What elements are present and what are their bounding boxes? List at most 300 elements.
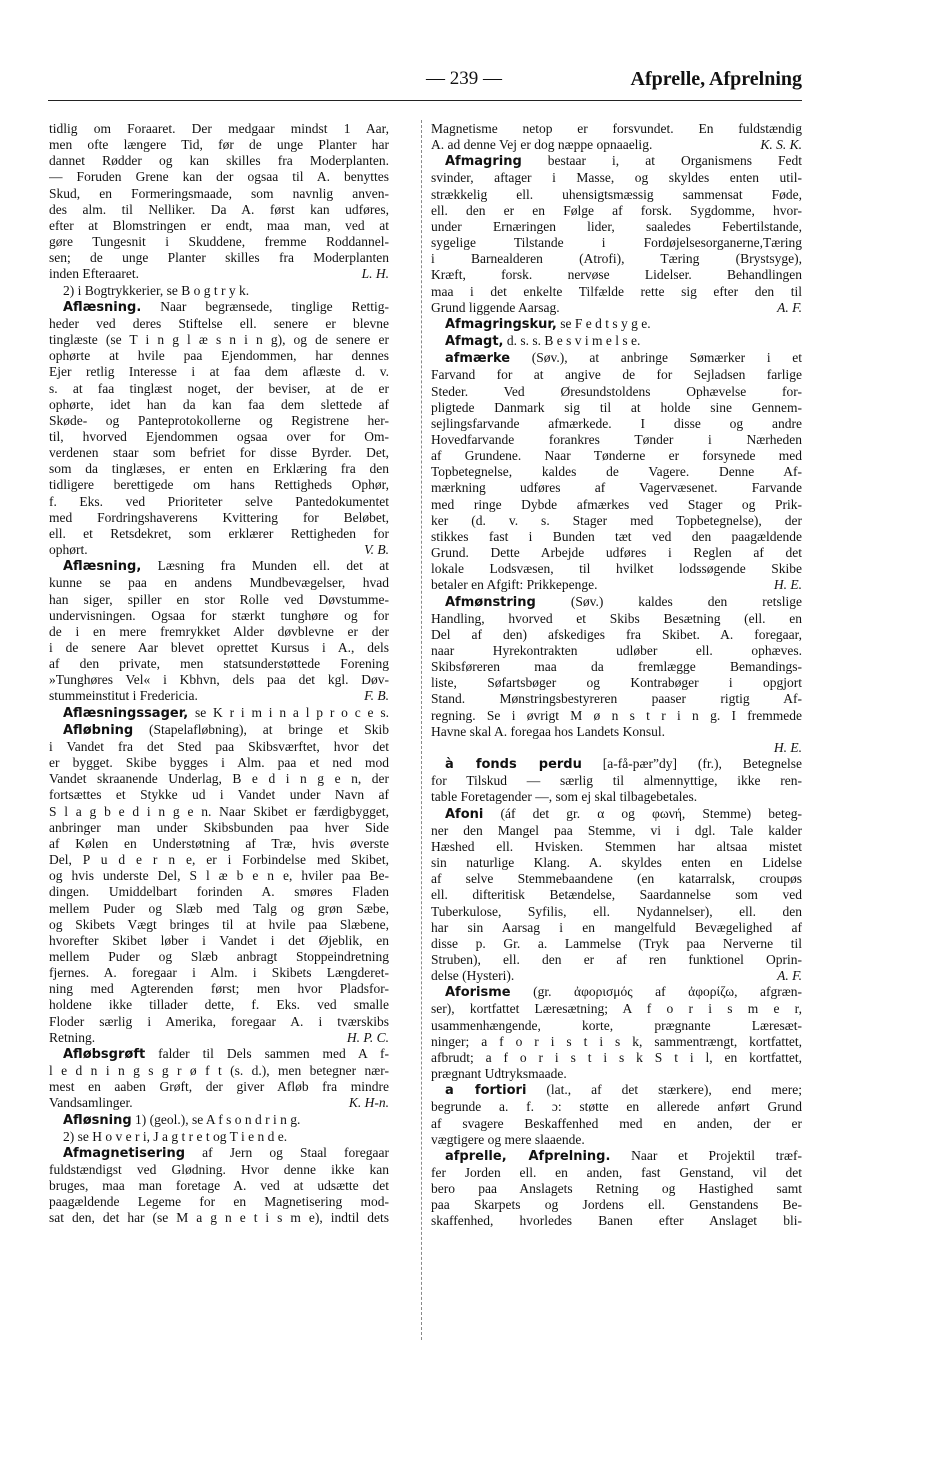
text-line [431,316,802,333]
line-text: i Vandet fra det Sted paa Skibsværftet, hvor det [49,738,389,754]
line-text: 2) se H o v e r i, J a g t r e t og T i e n d e. [63,1128,288,1144]
line-text: men ofte længere Tid, før de unge Planter har [49,137,389,153]
text-line [431,267,802,283]
line-text: Naar et Projektil træf- [610,1147,802,1163]
line-text: Ejer retlig Interesse i at faa dem aflæste d. v. [49,364,389,380]
line-text: dingen. Umiddelbart forinden A. smøres Fladen [49,884,389,900]
line-text: undervisningen. Ogsaa for stærkt tunghøre og for [49,607,389,623]
line-text: l e d n i n g s g r ø f t (s. d.), men betegner nær- [49,1063,389,1079]
text-line [49,202,389,218]
text-line [49,283,389,299]
text-line [49,949,389,965]
text-line [49,771,389,787]
line-text: ninger; a f o r i s t i s k, sammentrængt, kortfattet, [431,1033,802,1049]
header-rule [48,100,802,101]
line-text: se K r i m i n a l p r o c e s. [188,704,389,720]
author-signature: F. B. [364,688,389,704]
entry-headword: Afmagt, [445,334,504,350]
line-text: naar Hyrekontrakten udløber ell. ophæves. [431,643,802,658]
line-text: sat den, det har (se M a g n e t i s m e), indtil dets [49,1210,389,1226]
text-line [49,186,389,202]
text-line [431,839,802,855]
text-line [431,952,802,968]
text-line [49,608,389,624]
text-line [49,1063,389,1079]
text-line [431,1181,802,1197]
line-text: lokale Lodsvæsen, til hvilket lodssøgende Skibe [431,561,802,577]
line-text: bruges, maa man foretage A. ved at udsætte det [49,1178,389,1194]
line-text: han siger, spiller en stor Rolle ved Døvstumme- [49,591,389,607]
author-signature: H. E. [773,577,802,593]
text-line [49,316,389,332]
text-line [49,348,389,364]
line-text: — Foruden Grene kan der ogsaa til A. benyttes [49,169,389,185]
line-text: 1) (geol.), se A f s o n d r i n g. [131,1111,301,1127]
entry-headword: afprelle, Afprelning. [445,1148,611,1164]
line-text: (Stapelafløbning), at bringe et Skib [133,721,389,737]
line-text: delse (Hysteri). [431,968,515,984]
line-text: heder ved deres Stiftelse ell. senere er blevne [49,315,389,331]
line-text: af Kølen en Understøtning af Træ, hvis øverste [49,835,389,851]
text-line [49,153,389,169]
text-line [431,789,802,805]
text-line [49,381,389,397]
text-line [49,1095,389,1111]
line-text: Stand. Mønstringsbestyreren paaser rigtig Af- [431,691,802,707]
text-line [49,624,389,640]
text-line [431,137,802,153]
line-text: [a-få-pær”dy] (fr.), Betegnelse [581,756,802,772]
text-line [49,755,389,771]
text-line [49,965,389,981]
line-text: Steder. Ved Øresundstoldens Ophævelse for- [431,383,802,399]
author-signature: K. S. K. [760,137,802,153]
line-text: disse p. Gr. a. Lammelse (Tryk paa Nerverne til [431,935,802,951]
text-line [431,235,802,251]
text-line [49,137,389,153]
line-text: Vandet skraanende Underlag, B e d i n g e n, der [49,771,389,787]
line-text: ell. den er en Følge af forsk. Sygdomme, hvor- [431,202,802,218]
line-text: falder til Dels sammen med A f- [145,1045,389,1061]
line-text: gøre Tungesnit i Skuddene, fremme Roddannel- [49,234,389,250]
text-line [431,724,802,740]
line-text: ker (d. v. s. Stager med Topbetegnelse), der [431,512,802,528]
text-line [49,364,389,380]
line-text: Skud, en Formeringsmaade, som navnlig anven- [49,185,389,201]
line-text: og Skibets Vægt bringes til at hvile paa Slæbene, [49,916,389,932]
text-line [49,836,389,852]
line-text: skaffenhed, hvorledes Banen efter Anslaget bli- [431,1213,802,1229]
text-line [431,464,802,480]
text-line [49,332,389,348]
text-line [431,643,802,659]
line-text: (lat., af det stærkere), end mere; [526,1082,802,1098]
text-line [49,121,389,137]
text-line [49,688,389,704]
text-line [49,169,389,185]
text-line [431,529,802,545]
line-text: afbrudt; a f o r i s t i s k S t i l, en kortfattet, [431,1049,802,1065]
text-line [431,659,802,675]
line-text: (Søv.) kaldes den retslige [535,593,802,609]
text-line [431,627,802,643]
text-line [49,1030,389,1046]
text-line [431,203,802,219]
text-line [431,1034,802,1050]
line-text: Læsning fra Munden ell. det at [141,558,389,574]
text-line [431,806,802,823]
text-line [49,917,389,933]
text-line [49,218,389,234]
line-text: under Ernæringen lider, saaledes Febertilstande, [431,218,802,234]
text-line [431,855,802,871]
author-signature: H. E. [773,739,802,755]
text-line [431,611,802,627]
line-text: mellem Puder og Slæb med Talg og grøn Sæbe, [49,900,389,916]
line-text: tidlig om Foraaret. Der medgaar mindst 1 Aar, [49,121,389,136]
line-text: mellem Puder og Slæb anbragt Stoppeindretning [49,948,389,964]
text-line [431,675,802,691]
text-line [431,904,802,920]
text-line [49,901,389,917]
author-signature: H. P. C. [346,1029,389,1045]
line-text: (Søv.), at anbringe Sømærker i et [510,350,802,366]
line-text: efter at Blomstringen er endt, maa man, ved at [49,217,389,233]
text-line [49,1194,389,1210]
line-text: ell. difteritisk Betændelse, Saardannelse som ved [431,887,802,903]
entry-headword: Afoni [445,806,484,822]
line-text: f. Eks. ved Prioriteter selve Pantedokumentet [49,493,389,509]
text-line [431,1018,802,1034]
author-signature: A. F. [777,299,802,315]
line-text: Tuberkulose, Syfilis, ell. Nydannelser), ell. den [431,903,802,919]
text-line [49,1178,389,1194]
line-text: Havne skal A. foregaa hos Landets Konsul. [431,723,665,739]
line-text: Naar begrænsede, tinglige Rettig- [141,298,389,314]
text-line [431,561,802,577]
line-text: Retning. [49,1029,96,1045]
text-line [49,429,389,445]
text-line [431,1165,802,1181]
line-text: Del af den) afskediges fra Skibet. A. foregaar, [431,626,802,642]
line-text: i de senere Aar blevet oprettet Kursus i A., dels [49,640,389,655]
text-line [49,739,389,755]
line-text: paa Skarpets og Jordens ell. Genstandens Be- [431,1197,802,1213]
line-text: Kræft, forsk. nervøse Lidelser. Behandlingen [431,267,802,283]
text-line [49,705,389,722]
text-line [49,804,389,820]
text-line [431,594,802,611]
line-text: begrunde a. f. ɔ: støtte en allerede anført Grund [431,1099,802,1115]
entry-headword: Aflæsningssager, [63,705,189,721]
text-line [431,513,802,529]
text-line [49,1046,389,1063]
line-text: hvorefter Skibet løber i Vandet i det Øjeblik, en [49,932,389,948]
column-divider [421,120,423,1340]
entry-headword: Aflæsning. [63,299,142,315]
text-line [49,672,389,688]
text-line [431,170,802,186]
line-text: ell. et Retsdekret, som erklærer Rettigheden for [49,525,389,541]
line-text: ophørte at hvile paa Ejendommen, har dennes [49,348,389,364]
line-text: Grund. Dette Arbejde udføres i Reglen af det [431,545,802,561]
entry-headword: Afløbning [63,722,134,738]
line-text: fortsættes et Stykke ud i Vandet under Navn af [49,787,389,803]
text-line [49,933,389,949]
text-line [431,1066,802,1082]
text-line [49,445,389,461]
text-line [49,997,389,1013]
text-line [49,722,389,739]
text-line [431,1132,802,1148]
text-line [49,1210,389,1226]
text-line [431,284,802,300]
line-text: maa i det enkelte Tilfælde rette sig efter den til [431,283,802,299]
text-line [49,1162,389,1178]
entry-headword: Aflæsning, [63,559,142,575]
line-text: d. s. s. B e s v i m e l s e. [503,333,641,349]
line-text: fuldstændigst ved Glødning. Hvor denne ikke kan [49,1162,389,1177]
text-line [431,1213,802,1229]
text-line [49,461,389,477]
text-line [431,1001,802,1017]
line-text: 2) i Bogtrykkerier, se B o g t r y k. [63,282,250,298]
text-line [49,542,389,558]
entry-headword: a fortiori [445,1083,527,1099]
entry-headword: Afløsning [63,1112,132,1128]
left-column [49,121,389,1227]
line-text: fer Jorden ell. en anden, fast Genstand, vil det [431,1165,802,1180]
text-line [431,251,802,267]
text-line [49,1145,389,1162]
line-text: sygelige Tilstande i Fordøjelsesorganerne,Tæring [431,235,802,251]
text-line [431,984,802,1001]
text-line [431,416,802,432]
text-line [431,887,802,903]
text-line [431,384,802,400]
entry-headword: Afmønstring [445,594,536,610]
line-text: ning med Agterenden først; men hvor Pladsfor- [49,981,389,997]
line-text: se F e d t s y g e. [556,315,651,331]
entry-headword: à fonds perdu [445,757,582,773]
line-text: tinglæste (se T i n g l æ s n i n g), og de senere er [49,332,389,348]
text-line [431,920,802,936]
text-line [49,575,389,591]
text-line [49,640,389,656]
line-text: i Barnealderen (Atrofi), Tæring (Brystsyge), [431,251,802,267]
text-line [431,1148,802,1165]
text-line [49,510,389,526]
line-text: verdenen staar som befriet for disse Byrder. Det, [49,445,389,461]
entry-headword: Afmagringskur, [445,316,557,332]
text-line [49,787,389,803]
line-text: Skøde- og Panteprotokollerne og Registrene her- [49,412,389,428]
line-text: table Foretagender —, som ej skal tilbagebetales. [431,789,698,805]
text-line [431,367,802,383]
line-text: Farvand for at angive de for Sejladsen farlige [431,367,802,383]
author-signature: V. B. [364,542,389,558]
text-line [49,1014,389,1030]
entry-headword: Aforisme [445,985,511,1001]
line-text: Struben), ell. den er af ren funktionel Oprin- [431,951,802,967]
line-text: A. ad denne Vej er dog næppe opnaaelig. [431,137,653,153]
page-header [48,68,802,102]
line-text: holdene ikke tillader dette, f. Eks. ved smalle [49,997,389,1013]
text-line [431,871,802,887]
line-text: Hæshed ell. Hvisken. Stemmen har altsaa mistet [431,838,802,854]
line-text: Del, P u d e r n e, er i Forbindelse med Skibet, [49,852,389,868]
text-line [431,1197,802,1213]
text-line [431,756,802,773]
text-line [49,1079,389,1095]
line-text: ser), kortfattet Læresætning; A f o r i s m e r, [431,1001,802,1017]
line-text: strækkelig ell. uhensigtsmæssig sammensat Føde, [431,186,802,202]
entry-headword: Afmagnetisering [63,1145,186,1161]
line-text: af Grundene. Naar Tønderne er forsynede med [431,448,802,464]
text-line [49,477,389,493]
text-line [49,558,389,575]
line-text: stummeinstitut i Fredericia. [49,688,198,704]
line-text: des alm. til Nelliker. Da A. først kan udføres, [49,201,389,217]
line-text: af Jern og Staal foregaar [185,1144,389,1160]
line-text: Floder særlig i Amerika, foregaar A. i tværskibs [49,1013,389,1029]
entry-headword: afmærke [445,351,511,367]
line-text: har sin Aarsag i en mangelfuld Bevægelighed af [431,919,802,935]
text-line [431,400,802,416]
line-text: liste, Søfartsbøger og Kontrabøger i opgjort [431,675,802,691]
text-line [49,1112,389,1129]
line-text: usammenhængende, korte, prægnante Læresæt- [431,1017,802,1033]
text-line [431,153,802,170]
text-line [49,397,389,413]
line-text: svinder, aftager i Masse, og skyldes enten util- [431,170,802,186]
text-line [49,266,389,282]
text-line [431,773,802,789]
text-line [49,592,389,608]
text-line [49,494,389,510]
text-line [49,868,389,884]
line-text: paagældende Legeme for en Magnetisering mod- [49,1194,389,1210]
line-text: fjernes. A. foregaar i Alm. i Skibets Længderet- [49,965,389,981]
line-text: ophørt. [49,542,88,558]
text-line [431,1099,802,1115]
text-line [431,545,802,561]
text-line [431,708,802,724]
line-text: sen; de unge Planter skilles fra Moderplanten [49,250,389,266]
line-text: af den private, men statsunderstøttede Forening [49,656,389,672]
line-text: kunne se paa en andens Mundbevægelser, hvad [49,575,389,591]
line-text: mest en aaben Grøft, der giver Afløb fra mindre [49,1079,389,1095]
text-line [49,526,389,542]
line-text: Topbetegnelse, kaldes de Vagere. Denne Af- [431,464,802,480]
text-line [431,350,802,367]
line-text: dannet Rødder og kan skilles fra Moderplanten. [49,153,389,169]
text-line [49,1129,389,1145]
line-text: Vandsamlinger. [49,1095,133,1111]
line-text: prægnant Udtryksmaade. [431,1066,567,1082]
right-column [431,121,802,1230]
line-text: Grund liggende Aarsag. [431,299,560,315]
line-text: til, hvorved Ejendommen ogsaa over for Om- [49,428,389,444]
text-line [431,1116,802,1132]
line-text: bestaar i, at Organismens Fedt [521,153,802,169]
line-text: ner den Mangel paa Stemme, vi i dgl. Tale kalder [431,822,802,838]
line-text: tidligere berettigede om hans Rettigheds Ophør, [49,477,389,493]
line-text: bero paa Anslagets Retning og Hastighed samt [431,1181,802,1197]
line-text: Handling, hvorved et Skibs Besætning (ell. en [431,610,802,626]
line-text: pligtede Danmark sig til at holde sine Gennem- [431,399,802,415]
text-line [431,497,802,513]
entry-headword: Afløbsgrøft [63,1046,146,1062]
line-text: for Tilskud — særlig til almennyttige, ikke ren- [431,773,802,789]
author-signature: K. H-n. [348,1095,389,1111]
line-text: stikkes fast i Bunden tæt ved den paagældende [431,528,802,544]
text-line [49,234,389,250]
text-line [49,852,389,868]
text-line [431,187,802,203]
text-line [431,219,802,235]
text-line [431,823,802,839]
text-line [431,480,802,496]
line-text: (gr. ἀφορισμός af ἀφορίζω, afgræn- [510,984,802,1000]
text-line [431,740,802,756]
text-line [431,968,802,984]
line-text: mærkning udføres af Vagervæsenet. Farvande [431,480,802,496]
text-line [49,820,389,836]
line-text: med Fordringshaverens Kvittering for Beløbet, [49,509,389,525]
line-text: Skibsføreren maa da fremlægge Bemandings- [431,659,802,675]
text-line [431,448,802,464]
text-line [49,656,389,672]
text-line [431,432,802,448]
line-text: de i en mere fremrykket Alder døvblevne er der [49,623,389,639]
line-text: s. at faa tinglæst noget, der beviser, at de er [49,380,389,396]
line-text: er bygget. Skibe bygges i Alm. paa et ned mod [49,755,389,771]
text-line [431,691,802,707]
line-text: af svagere Beskaffenhed med en anden, der er [431,1115,802,1131]
text-line [431,1050,802,1066]
line-text: »Tunghøres Vel« i Kbhvn, dels paa det kgl. Døv- [49,672,389,688]
text-line [431,1082,802,1099]
text-line [431,300,802,316]
line-text: ophørte, idet han da kan faa dem slettede af [49,396,389,412]
running-head: Afprelle, Afprelning [630,68,802,90]
line-text: (áf det gr. α og φωνή, Stemme) beteg- [483,805,802,821]
text-line [49,981,389,997]
line-text: vægtigere og mere slaaende. [431,1131,585,1147]
author-signature: L. H. [361,266,389,282]
line-text: sin naturlige Klang. A. skyldes enten en Lidelse [431,855,802,871]
text-line [431,121,802,137]
line-text: S l a g b e d i n g e n. Naar Skibet er færdigbygget, [49,803,389,819]
author-signature: A. F. [777,968,802,984]
text-line [431,333,802,350]
line-text: og hvis underste Del, S l æ b e n e, hviler paa Be- [49,868,389,884]
text-line [431,936,802,952]
entry-headword: Afmagring [445,154,522,170]
line-text: med ringe Dybde afmærkes ved Stager og Prik- [431,496,802,512]
line-text: inden Efteraaret. [49,266,139,282]
page-number: — 239 — [426,68,502,89]
line-text: anbringer man under Skibsbunden paa hver Side [49,819,389,835]
line-text: Magnetisme netop er forsvundet. En fuldstændig [431,121,802,136]
text-line [49,250,389,266]
text-line [431,577,802,593]
line-text: af selve Stemmebaandene (en katarralsk, croupøs [431,871,802,887]
text-line [49,884,389,900]
line-text: regning. Se i øvrigt M ø n s t r i n g. I fremmede [431,707,802,723]
line-text: Hovedfarvande forankres Tønder i Nærheden [431,431,802,447]
